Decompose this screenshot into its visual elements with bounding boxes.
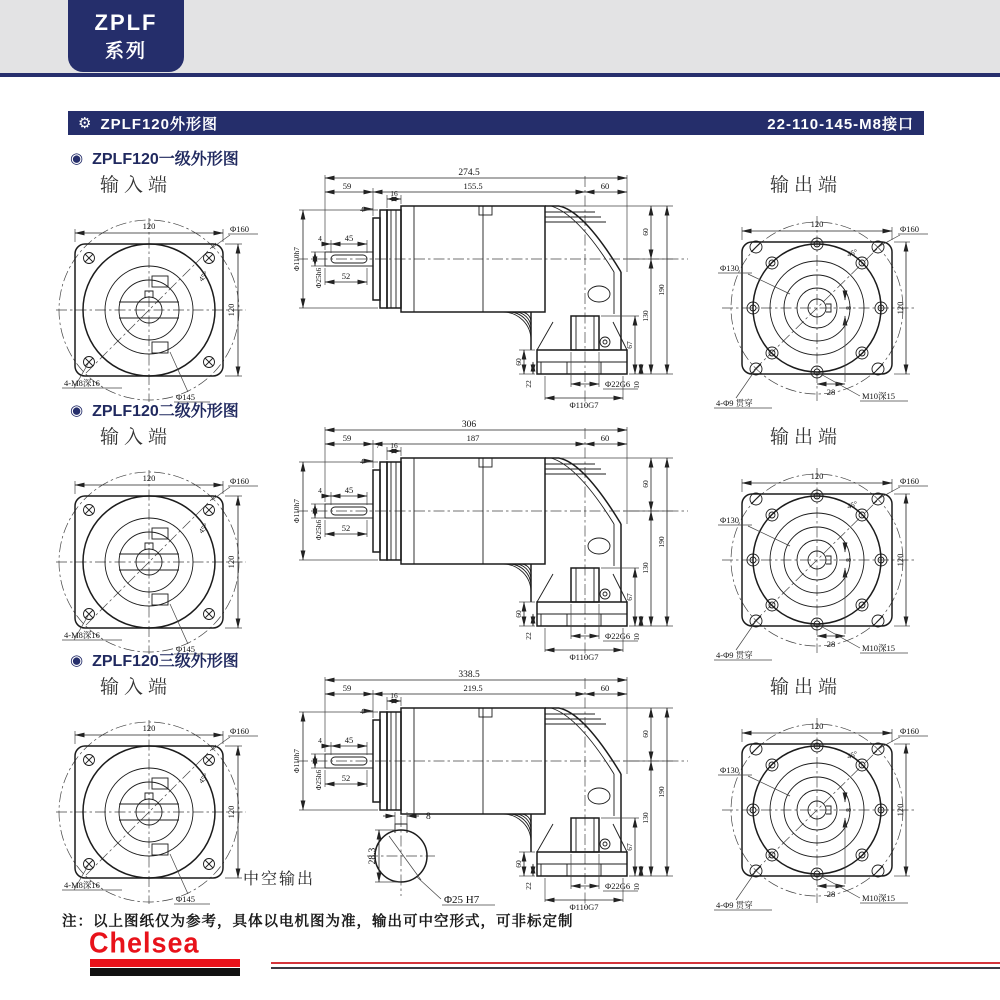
output-end-drawing <box>712 700 947 915</box>
dim-seg-mid: 155.5 <box>463 181 483 191</box>
hollow-output-label: 中空输出 <box>243 871 316 888</box>
footer-dark-line <box>271 967 1000 969</box>
dim-plate-t: 10 <box>632 381 641 389</box>
dim-seg-left: 59 <box>342 433 352 443</box>
dim-outer-dia: Φ160 <box>230 476 249 486</box>
section-title <box>70 398 239 421</box>
dim-top-h: 60 <box>641 480 650 488</box>
dim-seg-mid: 219.5 <box>463 683 483 693</box>
dim-width: 120 <box>142 723 156 733</box>
dim-shaft-step: 4 <box>318 486 322 495</box>
dim-pilot-dia: Φ110h7 <box>292 749 301 773</box>
input-end-drawing <box>50 202 270 407</box>
dim-total-h: 190 <box>657 536 666 548</box>
input-end-label: 输入端 <box>100 175 173 196</box>
dim-pilot-dia: Φ110h7 <box>292 499 301 523</box>
dim-bottom-h: 130 <box>641 310 650 322</box>
dim-shaft-step: 4 <box>318 736 322 745</box>
dim-foot-h: 60 <box>514 860 523 868</box>
dim-shaft-len: 52 <box>341 271 351 281</box>
dim-out-spigot: Φ110G7 <box>569 902 599 912</box>
dim-width: 120 <box>142 221 156 231</box>
dim-foot-h: 60 <box>514 610 523 618</box>
input-end-drawing <box>50 704 270 909</box>
dim-foot-t: 22 <box>524 882 533 890</box>
dim-bolt-circle: Φ145 <box>176 392 195 402</box>
dim-key-offset: 28 <box>826 639 836 649</box>
dim-tapped-holes: 4-M8深16 <box>64 378 100 388</box>
dim-angle: 45° <box>196 771 211 786</box>
page-header-bar <box>68 111 924 135</box>
dim-bottom-h: 130 <box>641 562 650 574</box>
dim-key-len: 45 <box>344 735 354 745</box>
dim-out-bore: Φ22G6 <box>605 881 631 891</box>
dim-out-bore: Φ22G6 <box>605 379 631 389</box>
output-end-label: 输出端 <box>770 427 843 448</box>
dim-key-width: 8 <box>844 808 853 812</box>
bullet-icon: ◉ <box>70 148 84 167</box>
dim-shaft-dia: Φ25h6 <box>314 519 323 541</box>
dim-flange-w2: 7 <box>376 441 380 450</box>
dim-total-length: 338.5 <box>458 670 480 680</box>
dim-bolt-circle: Φ145 <box>176 894 195 904</box>
output-end-drawing <box>712 198 947 413</box>
dim-bottom-h: 130 <box>641 812 650 824</box>
dim-height: 120 <box>226 805 236 819</box>
dim-angle: 45° <box>196 269 211 284</box>
dim-tapped-holes: M10深15 <box>862 643 896 653</box>
dim-key-offset: 28 <box>826 387 836 397</box>
dim-key-width: 8 <box>844 306 853 310</box>
section-title <box>70 146 239 169</box>
dim-flange-w: 16 <box>390 189 398 198</box>
dim-angle: 45° <box>845 247 859 259</box>
section-title-text: ZPLF120二级外形图 <box>92 403 239 420</box>
output-end-label: 输出端 <box>770 175 843 196</box>
footer-red-line <box>271 962 1000 964</box>
dim-top-h: 60 <box>641 730 650 738</box>
dim-height: 120 <box>895 803 905 817</box>
dim-flange-gap: 4 <box>360 205 364 214</box>
dim-tapped-holes: 4-M8深16 <box>64 880 100 890</box>
dim-pilot-dia: Φ110h7 <box>292 247 301 271</box>
dim-tapped-holes: M10深15 <box>862 391 896 401</box>
side-view-drawing <box>283 154 703 412</box>
dim-bolt-circle: Φ130 <box>720 263 739 273</box>
dim-outer-dia: Φ160 <box>230 726 249 736</box>
dim-hollow-key-width: 8 <box>426 812 431 822</box>
dim-seg-right: 60 <box>600 181 610 191</box>
dim-out-bore: Φ22G6 <box>605 631 631 641</box>
dim-total-h: 190 <box>657 284 666 296</box>
dim-out-h: 67 <box>625 593 634 601</box>
section-title-text: ZPLF120三级外形图 <box>92 653 239 670</box>
dim-outer-dia: Φ160 <box>900 224 919 234</box>
dim-seg-left: 59 <box>342 683 352 693</box>
dim-out-h: 67 <box>625 843 634 851</box>
dim-angle: 45° <box>196 521 211 536</box>
dim-through-holes: 4-Φ9 贯穿 <box>716 650 753 660</box>
gear-icon: ⚙ <box>78 113 92 132</box>
dim-through-holes: 4-Φ9 贯穿 <box>716 900 753 910</box>
footer-note: 注：以上图纸仅为参考，具体以电机图为准，输出可中空形式，可非标定制 <box>62 914 574 930</box>
dim-total-h: 190 <box>657 786 666 798</box>
section-stage3 <box>0 648 1000 948</box>
input-end-drawing <box>50 454 270 659</box>
logo-black-bar <box>90 968 240 976</box>
input-end-label: 输入端 <box>100 427 173 448</box>
dim-width: 120 <box>810 219 824 229</box>
dim-key-len: 45 <box>344 233 354 243</box>
side-view-drawing <box>283 656 703 914</box>
dim-seg-mid: 187 <box>466 433 480 443</box>
dim-seg-left: 59 <box>342 181 352 191</box>
dim-flange-w: 16 <box>390 691 398 700</box>
badge-series-code: ZPLF <box>94 10 158 35</box>
dim-flange-gap: 4 <box>360 707 364 716</box>
dim-shaft-dia: Φ25h6 <box>314 769 323 791</box>
dim-outer-dia: Φ160 <box>230 224 249 234</box>
dim-outer-dia: Φ160 <box>900 476 919 486</box>
dim-seg-right: 60 <box>600 683 610 693</box>
dim-bolt-circle: Φ145 <box>176 644 195 654</box>
dim-shaft-len: 52 <box>341 523 351 533</box>
output-end-label: 输出端 <box>770 677 843 698</box>
dim-hollow-depth: 28.3 <box>368 847 378 865</box>
dim-height: 120 <box>895 553 905 567</box>
dim-out-spigot: Φ110G7 <box>569 652 599 662</box>
dim-key-width: 8 <box>844 558 853 562</box>
dim-width: 120 <box>142 473 156 483</box>
bullet-icon: ◉ <box>70 650 84 669</box>
dim-height: 120 <box>226 303 236 317</box>
side-view-drawing <box>283 406 703 664</box>
dim-angle: 45° <box>845 499 859 511</box>
hollow-bore-detail <box>367 812 495 906</box>
dim-tapped-holes: M10深15 <box>862 893 896 903</box>
dim-shaft-len: 52 <box>341 773 351 783</box>
output-end-drawing <box>712 450 947 665</box>
dim-flange-w: 16 <box>390 441 398 450</box>
dim-outer-dia: Φ160 <box>900 726 919 736</box>
input-end-label: 输入端 <box>100 677 173 698</box>
brand-logo: Chelsea <box>89 927 200 959</box>
dim-foot-h: 60 <box>514 358 523 366</box>
dim-total-length: 274.5 <box>458 168 480 178</box>
dim-out-h: 67 <box>625 341 634 349</box>
dim-height: 120 <box>895 301 905 315</box>
dim-foot-t: 22 <box>524 632 533 640</box>
dim-height: 120 <box>226 555 236 569</box>
dim-foot-t: 22 <box>524 380 533 388</box>
dim-angle: 45° <box>845 749 859 761</box>
dim-shaft-dia: Φ25h6 <box>314 267 323 289</box>
dim-total-length: 306 <box>461 420 477 430</box>
page-title: ZPLF120外形图 <box>100 115 218 133</box>
dim-hollow-bore: Φ25 H7 <box>444 894 480 906</box>
divider-line <box>0 73 1000 77</box>
section-title-text: ZPLF120一级外形图 <box>92 151 239 168</box>
section-stage1 <box>0 146 1000 410</box>
logo-red-bar <box>90 959 240 967</box>
dim-width: 120 <box>810 471 824 481</box>
dim-top-h: 60 <box>641 228 650 236</box>
section-title <box>70 648 239 671</box>
interface-spec: 22-110-145-M8接口 <box>767 115 914 133</box>
dim-tapped-holes: 4-M8深16 <box>64 630 100 640</box>
dim-key-offset: 28 <box>826 889 836 899</box>
dim-bolt-circle: Φ130 <box>720 515 739 525</box>
bullet-icon: ◉ <box>70 400 84 419</box>
dim-through-holes: 4-Φ9 贯穿 <box>716 398 753 408</box>
dim-flange-gap: 4 <box>360 457 364 466</box>
dim-plate-t: 10 <box>632 883 641 891</box>
dim-shaft-step: 4 <box>318 234 322 243</box>
dim-plate-t: 10 <box>632 633 641 641</box>
dim-width: 120 <box>810 721 824 731</box>
series-badge <box>68 0 184 72</box>
dim-seg-right: 60 <box>600 433 610 443</box>
dim-key-len: 45 <box>344 485 354 495</box>
badge-series-word: 系列 <box>104 41 147 62</box>
dim-bolt-circle: Φ130 <box>720 765 739 775</box>
dim-out-spigot: Φ110G7 <box>569 400 599 410</box>
